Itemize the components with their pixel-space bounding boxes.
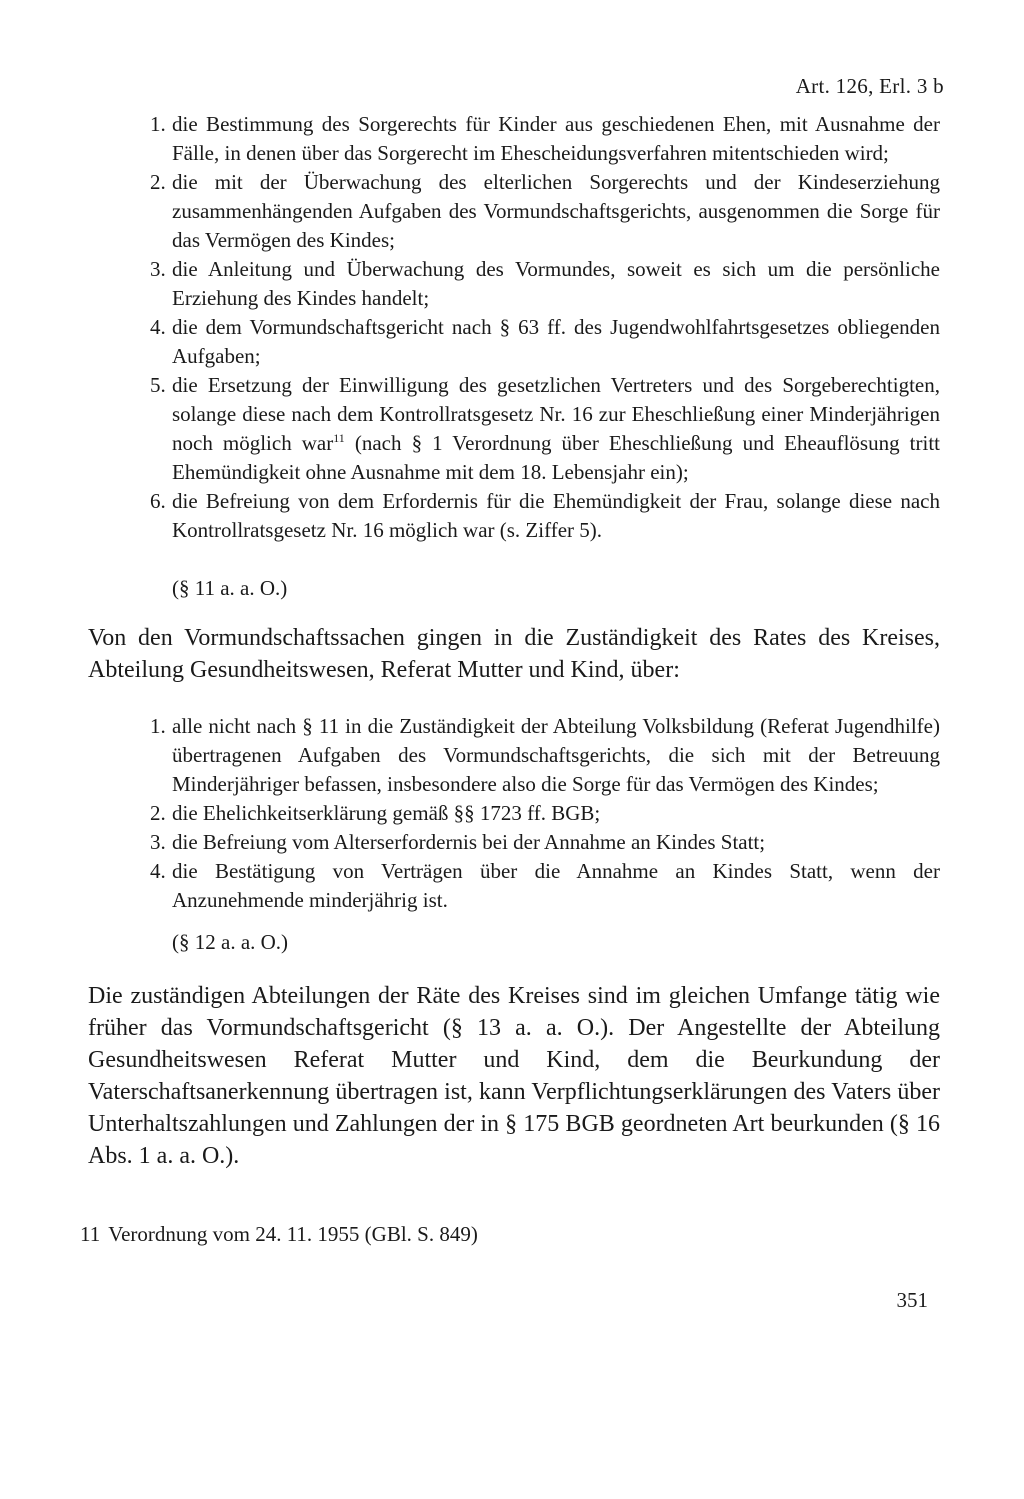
list-item [150,712,940,799]
footnote-text: Verordnung vom 24. 11. 1955 (GBl. S. 849) [108,1222,478,1246]
list-item [150,168,940,255]
list-item-text: die Ersetzung der Einwilligung des gesetzlichen Vertreters und des Sorgeberechtigten, solange diese nach dem Kontrollratsgesetz Nr. 16 zur Eheschließung einer Minderjährigen noch möglich war [172,373,940,455]
body-paragraph: Die zuständigen Abteilungen der Räte des Kreises sind im gleichen Umfange tätig wie früher das Vormundschaftsgericht (§ 13 a. a. O.). Der Angestellte der Abteilung Gesundheitswesen Referat Mutter und Kind, dem die Beurkundung der Vaterschaftsanerkennung übertragen ist, kann Verpflichtungserklärungen des Vaters über Unterhaltszahlungen und Zahlungen der in § 175 BGB geordneten Art beurkunden (§ 16 Abs. 1 a. a. O.). [88,983,940,1169]
competence-list-referat-jugendhilfe [150,110,940,545]
list-item-number: 3. [150,257,166,281]
list-item [150,857,940,915]
list-item [150,799,940,828]
list-item [150,371,940,487]
footnote [80,1222,478,1247]
list-item-text: die Anleitung und Überwachung des Vormundes, soweit es sich um die persönliche Erziehung des Kindes handelt; [172,257,940,310]
list-item-number: 2. [150,801,166,825]
legal-citation: (§ 11 a. a. O.) [172,576,288,600]
list-item-number: 1. [150,714,166,738]
list-item-text: die Bestätigung von Verträgen über die Annahme an Kindes Statt, wenn der Anzunehmende minderjährig ist. [172,859,940,912]
competence-list-referat-mutter-und-kind [150,712,940,915]
list-item [150,110,940,168]
list-item-number: 1. [150,112,166,136]
list-item-number: 4. [150,859,166,883]
list-item-text: die Ehelichkeitserklärung gemäß §§ 1723 ff. BGB; [172,801,601,825]
list-item-text: alle nicht nach § 11 in die Zuständigkeit der Abteilung Volksbildung (Referat Jugendhilfe) übertragenen Aufgaben des Vormundschaftsgerichts, die sich mit der Betreuung Minderjähriger befassen, insbesondere also die Sorge für das Vermögen des Kindes; [172,714,940,796]
page-number: 351 [896,1288,928,1312]
list-item [150,255,940,313]
legal-citation: (§ 12 a. a. O.) [172,930,289,954]
list-item-text: die dem Vormundschaftsgericht nach § 63 ff. des Jugendwohlfahrtsgesetzes obliegenden Aufgaben; [172,315,940,368]
footnote-number: 11 [80,1222,101,1246]
list-item-text-continued: (nach § 1 Verordnung über Eheschließung und Eheauflösung tritt Ehemündigkeit ohne Ausnahme mit dem 18. Lebensjahr ein); [172,431,940,484]
list-item-text: die Bestimmung des Sorgerechts für Kinder aus geschiedenen Ehen, mit Ausnahme der Fälle, in denen über das Sorgerecht im Ehescheidungsverfahren mitentschieden wird; [172,112,940,165]
list-item-number: 6. [150,489,166,513]
list-item [150,487,940,545]
list-item-text: die Befreiung vom Alterserfordernis bei der Annahme an Kindes Statt; [172,830,766,854]
list-item-text: die Befreiung von dem Erfordernis für die Ehemündigkeit der Frau, solange diese nach Kontrollratsgesetz Nr. 16 möglich war (s. Ziffer 5). [172,489,940,542]
body-paragraph: Von den Vormundschaftssachen gingen in die Zuständigkeit des Rates des Kreises, Abteilung Gesundheitswesen, Referat Mutter und Kind, über: [88,625,940,683]
list-item-number: 3. [150,830,166,854]
list-item [150,828,940,857]
list-item [150,313,940,371]
running-head: Art. 126, Erl. 3 b [795,74,944,98]
footnote-reference: 11 [333,431,345,445]
list-item-number: 4. [150,315,166,339]
list-item-text: die mit der Überwachung des elterlichen Sorgerechts und der Kindeserziehung zusammenhängenden Aufgaben des Vormundschaftsgerichts, ausgenommen die Sorge für das Vermögen des Kindes; [172,170,940,252]
list-item-number: 2. [150,170,166,194]
list-item-number: 5. [150,373,166,397]
